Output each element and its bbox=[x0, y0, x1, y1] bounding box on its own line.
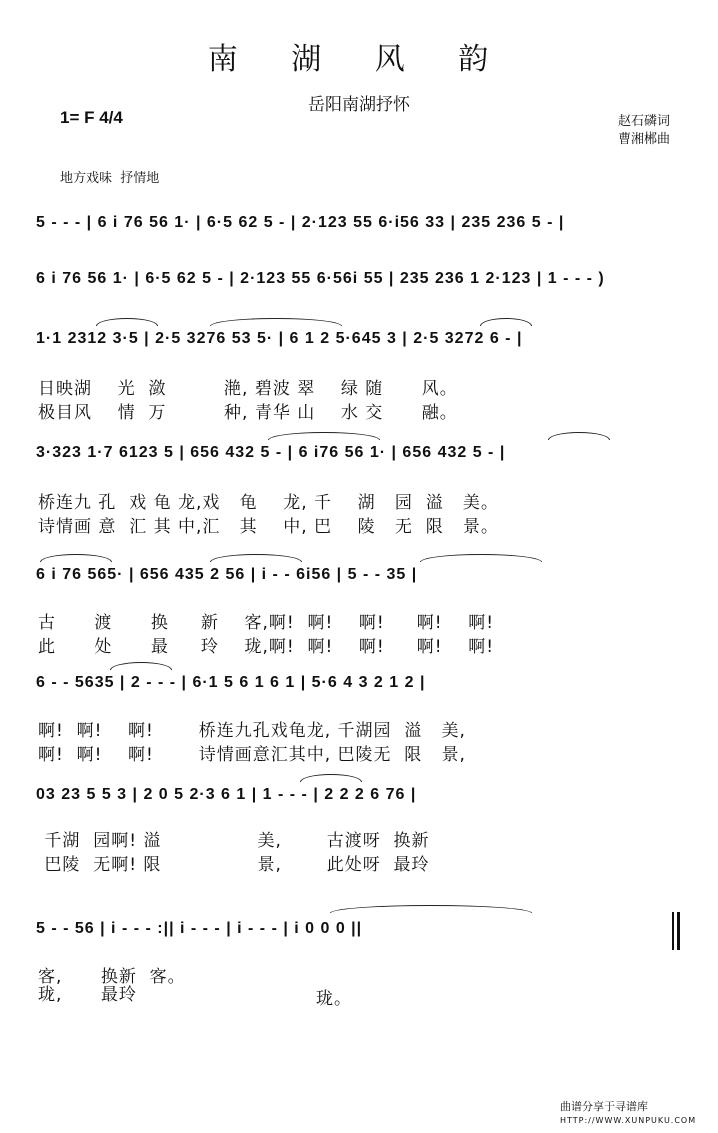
lyric-line: 桥连九 孔 戏 龟 龙,戏 龟 龙, 千 湖 园 溢 美。 bbox=[38, 493, 499, 513]
lyric-line: 诗情画 意 汇 其 中,汇 其 中, 巴 陵 无 限 景。 bbox=[38, 517, 499, 537]
slur-mark bbox=[420, 554, 542, 562]
lyric-line: 珑。 bbox=[316, 989, 352, 1009]
notation-row: 6 - - 5635 | 2 - - - | 6·1 5 6 1 6 1 | 5·6 4 3 2 1 2 | bbox=[36, 674, 426, 691]
lyric-line: 古 渡 换 新 客,啊! 啊! 啊! 啊! 啊! bbox=[38, 613, 495, 633]
slur-mark bbox=[480, 318, 532, 326]
lyric-line: 珑, 最玲 bbox=[38, 985, 137, 1005]
footer-credit: 曲谱分享于寻谱库 bbox=[560, 1100, 648, 1113]
notation-row: 6 i 76 56 1· | 6·5 62 5 - | 2·123 55 6·56i 55 | 235 236 1 2·123 | 1 - - - ) bbox=[36, 270, 605, 287]
lyric-line: 此 处 最 玲 珑,啊! 啊! 啊! 啊! 啊! bbox=[38, 637, 495, 657]
lyric-line: 千湖 园啊! 溢 美, 古渡呀 换新 bbox=[38, 831, 430, 851]
notation-row: 1·1 2312 3·5 | 2·5 3276 53 5· | 6 1 2 5·645 3 | 2·5 3272 6 - | bbox=[36, 330, 523, 347]
final-barline bbox=[677, 912, 680, 950]
slur-mark bbox=[548, 432, 610, 440]
final-barline bbox=[672, 912, 674, 950]
lyric-line: 啊! 啊! 啊! 桥连九孔戏龟龙, 千湖园 溢 美, bbox=[38, 721, 466, 741]
slur-mark bbox=[268, 432, 380, 440]
lyric-line: 日映湖 光 潋 滟, 碧波 翠 绿 随 风。 bbox=[38, 379, 458, 399]
notation-row: 5 - - - | 6 i 76 56 1· | 6·5 62 5 - | 2·123 55 6·i56 33 | 235 236 5 - | bbox=[36, 214, 565, 231]
notation-row: 6 i 76 565· | 656 435 2 56 | i - - 6i56 | 5 - - 35 | bbox=[36, 566, 418, 583]
slur-mark bbox=[210, 554, 302, 562]
lyric-line: 客, 换新 客。 bbox=[38, 967, 186, 987]
composer-credit: 曹湘郴曲 bbox=[617, 132, 670, 147]
song-subtitle: 岳阳南湖抒怀 bbox=[308, 95, 410, 115]
lyric-line: 啊! 啊! 啊! 诗情画意汇其中, 巴陵无 限 景, bbox=[38, 745, 466, 765]
notation-row: 5 - - 56 | i - - - :|| i - - - | i - - - | i 0 0 0 || bbox=[36, 920, 363, 937]
notation-row: 03 23 5 5 3 | 2 0 5 2·3 6 1 | 1 - - - | 2 2 2 6 76 | bbox=[36, 786, 417, 803]
lyricist-credit: 赵石磷词 bbox=[617, 114, 670, 129]
tempo-marking: 地方戏味 抒情地 bbox=[60, 171, 160, 186]
notation-row: 3·323 1·7 6123 5 | 656 432 5 - | 6 i76 56 1· | 656 432 5 - | bbox=[36, 444, 506, 461]
slur-mark bbox=[96, 318, 158, 326]
slur-mark bbox=[330, 905, 532, 913]
slur-mark bbox=[110, 662, 172, 670]
key-signature: 1= F 4/4 bbox=[60, 108, 123, 127]
footer-url: HTTP://WWW.XUNPUKU.COM bbox=[560, 1116, 697, 1125]
lyric-line: 极目风 情 万 种, 青华 山 水 交 融。 bbox=[38, 403, 458, 423]
lyric-line: 巴陵 无啊! 限 景, 此处呀 最玲 bbox=[38, 855, 430, 875]
song-title: 南 湖 风 韵 bbox=[207, 42, 511, 77]
slur-mark bbox=[300, 774, 362, 782]
slur-mark bbox=[40, 554, 112, 562]
slur-mark bbox=[210, 318, 342, 326]
